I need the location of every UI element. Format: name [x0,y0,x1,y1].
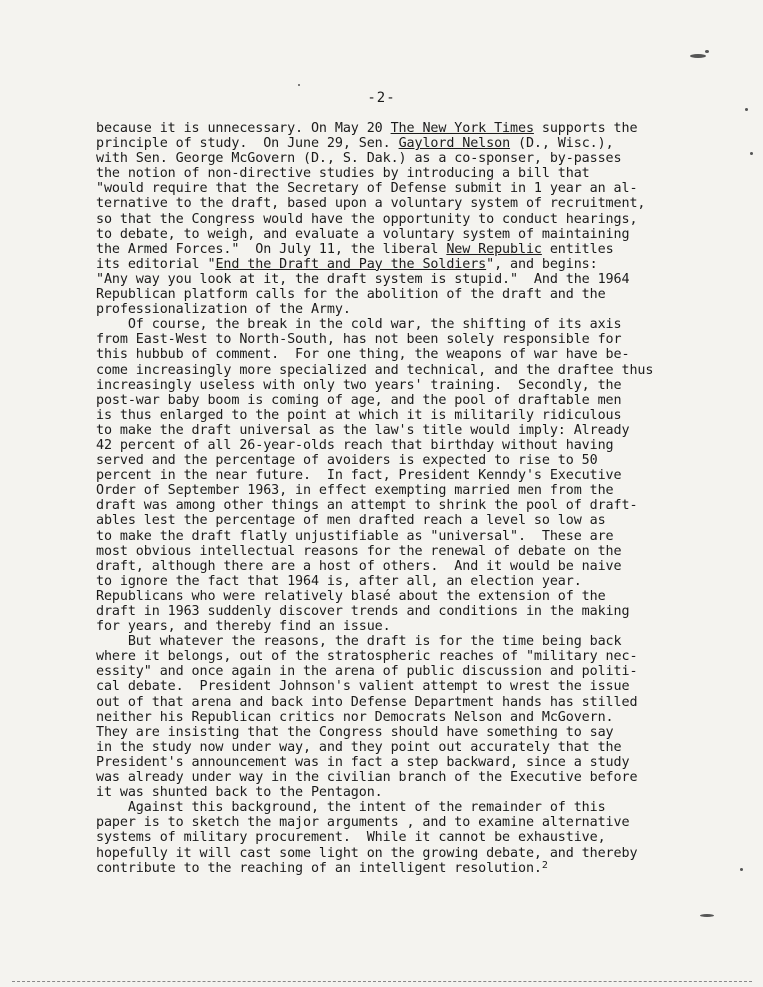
text-run: hopefully it will cast some light on the growing debate, and thereby [96,845,638,861]
text-run: draft in 1963 suddenly discover trends and conditions in the making [96,604,630,619]
text-line [96,740,726,755]
text-line [96,257,726,272]
text-run: entitles [541,241,614,257]
text-run: its editorial " [96,256,216,272]
text-line [96,800,726,815]
scan-speck [740,868,743,871]
text-run: come increasingly more specialized and technical, and the draftee thus [96,362,654,378]
text-line [96,317,726,332]
text-line [96,272,726,287]
text-run: increasingly useless with only two years' training. Secondly, the [96,377,622,393]
text-run: They are insisting that the Congress should have something to say [96,724,614,740]
text-run: "would require that the Secretary of Defense submit in 1 year an al- [96,181,638,197]
text-line [96,513,726,528]
text-line [96,453,726,468]
scan-speck [700,914,714,917]
text-line [96,634,726,649]
text-run: in the study now under way, and they point out accurately that the [96,739,622,755]
text-run: supports the [533,121,638,136]
text-line [96,770,726,785]
text-run: President's announcement was in fact a step backward, since a study [96,754,630,770]
text-line [96,438,726,453]
text-line [96,664,726,679]
text-run: with Sen. George McGovern (D., S. Dak.) as a co-sponser, by-passes [96,151,622,167]
text-run: most obvious intellectual reasons for the renewal of debate on the [96,543,622,559]
text-run: principle of study. On June 29, Sen. [96,136,399,152]
text-run: the Armed Forces." On July 11, the liberal [96,241,447,257]
text-line [96,679,726,694]
scan-speck [705,50,709,53]
text-line [96,483,726,498]
text-run: Republicans who were relatively blasé about the extension of the [96,588,606,604]
text-line [96,378,726,393]
text-run: to make the draft universal as the law's title would imply: Already [96,422,630,438]
text-line [96,710,726,725]
text-line [96,604,726,619]
text-run: paper is to sketch the major arguments , and to examine alternative [96,815,630,831]
text-line [96,302,726,317]
text-run: for years, and thereby find an issue. [96,619,391,635]
text-line [96,815,726,830]
scan-speck [298,84,300,86]
text-run: ", and begins: [486,256,598,272]
text-line [96,136,726,151]
text-line [96,498,726,513]
scan-speck [750,152,753,155]
footnote-marker: 2 [541,859,548,871]
text-run: so that the Congress would have the opportunity to conduct hearings, [96,211,638,227]
text-line [96,755,726,770]
text-line [96,861,726,876]
text-line [96,242,726,257]
text-run: neither his Republican critics nor Democrats Nelson and McGovern. [96,709,614,725]
text-run: Of course, the break in the cold war, the shifting of its axis [96,317,622,333]
body-text [96,121,726,876]
text-line [96,619,726,634]
text-run: essity" and once again in the arena of public discussion and politi- [96,664,638,680]
text-run: Order of September 1963, in effect exempting married men from the [96,483,614,499]
text-run: this hubbub of comment. For one thing, the weapons of war have be- [96,347,630,363]
text-run: (D., Wisc.), [510,136,614,152]
text-run: served and the percentage of avoiders is expected to rise to 50 [96,453,598,469]
text-line [96,227,726,242]
scan-speck [745,108,748,111]
text-run: ables lest the percentage of men drafted reach a level so low as [96,513,606,529]
text-run: But whatever the reasons, the draft is for the time being back [96,634,622,650]
underlined-title: The New York Times [390,121,534,136]
text-line [96,181,726,196]
text-line [96,423,726,438]
underlined-title: End the Draft and Pay the Soldiers [215,256,487,272]
text-run: out of that arena and back into Defense Department hands has stilled [96,694,638,710]
text-line [96,408,726,423]
text-line [96,347,726,362]
text-run: "Any way you look at it, the draft system is stupid." And the 1964 [96,271,630,287]
text-line [96,212,726,227]
page-bottom-edge [12,981,752,983]
text-run: the notion of non-directive studies by introducing a bill that [96,166,590,182]
text-run: from East-West to North-South, has not been solely responsible for [96,332,622,348]
text-run: percent in the near future. In fact, President Kenndy's Executive [96,468,622,484]
text-line [96,468,726,483]
text-run: is thus enlarged to the point at which it is militarily ridiculous [96,407,622,423]
text-line [96,846,726,861]
text-run: professionalization of the Army. [96,302,351,318]
text-run: post-war baby boom is coming of age, and the pool of draftable men [96,392,622,408]
text-line [96,649,726,664]
text-run: Against this background, the intent of the remainder of this [96,800,606,816]
text-line [96,393,726,408]
text-line [96,830,726,845]
page-number: -2- [367,90,396,106]
text-run: draft was among other things an attempt to shrink the pool of draft- [96,498,638,514]
text-run: Republican platform calls for the abolition of the draft and the [96,287,606,303]
text-run: systems of military procurement. While it cannot be exhaustive, [96,830,606,846]
text-line [96,166,726,181]
text-line [96,529,726,544]
text-line [96,121,726,136]
text-line [96,151,726,166]
text-run: ternative to the draft, based upon a voluntary system of recruitment, [96,196,646,212]
text-line [96,785,726,800]
text-run: where it belongs, out of the stratospheric reaches of "military nec- [96,649,638,665]
text-line [96,196,726,211]
text-line [96,589,726,604]
text-line [96,725,726,740]
text-run: it was shunted back to the Pentagon. [96,785,383,801]
text-run: because it is unnecessary. On May 20 [96,121,391,136]
text-line [96,559,726,574]
underlined-title: Gaylord Nelson [398,136,511,152]
scan-speck [690,54,706,58]
text-line [96,695,726,710]
text-line [96,363,726,378]
text-run: was already under way in the civilian branch of the Executive before [96,770,638,786]
text-run: to ignore the fact that 1964 is, after all, an election year. [96,573,582,589]
text-run: draft, although there are a host of others. And it would be naive [96,558,622,574]
text-run: cal debate. President Johnson's valient attempt to wrest the issue [96,679,630,695]
text-line [96,287,726,302]
underlined-title: New Republic [446,241,542,257]
text-run: 42 percent of all 26-year-olds reach that birthday without having [96,437,614,453]
text-line [96,332,726,347]
text-line [96,544,726,559]
text-line [96,574,726,589]
text-run: contribute to the reaching of an intelligent resolution. [96,860,542,876]
text-run: to debate, to weigh, and evaluate a voluntary system of maintaining [96,226,630,242]
text-run: to make the draft flatly unjustifiable as "universal". These are [96,528,614,544]
